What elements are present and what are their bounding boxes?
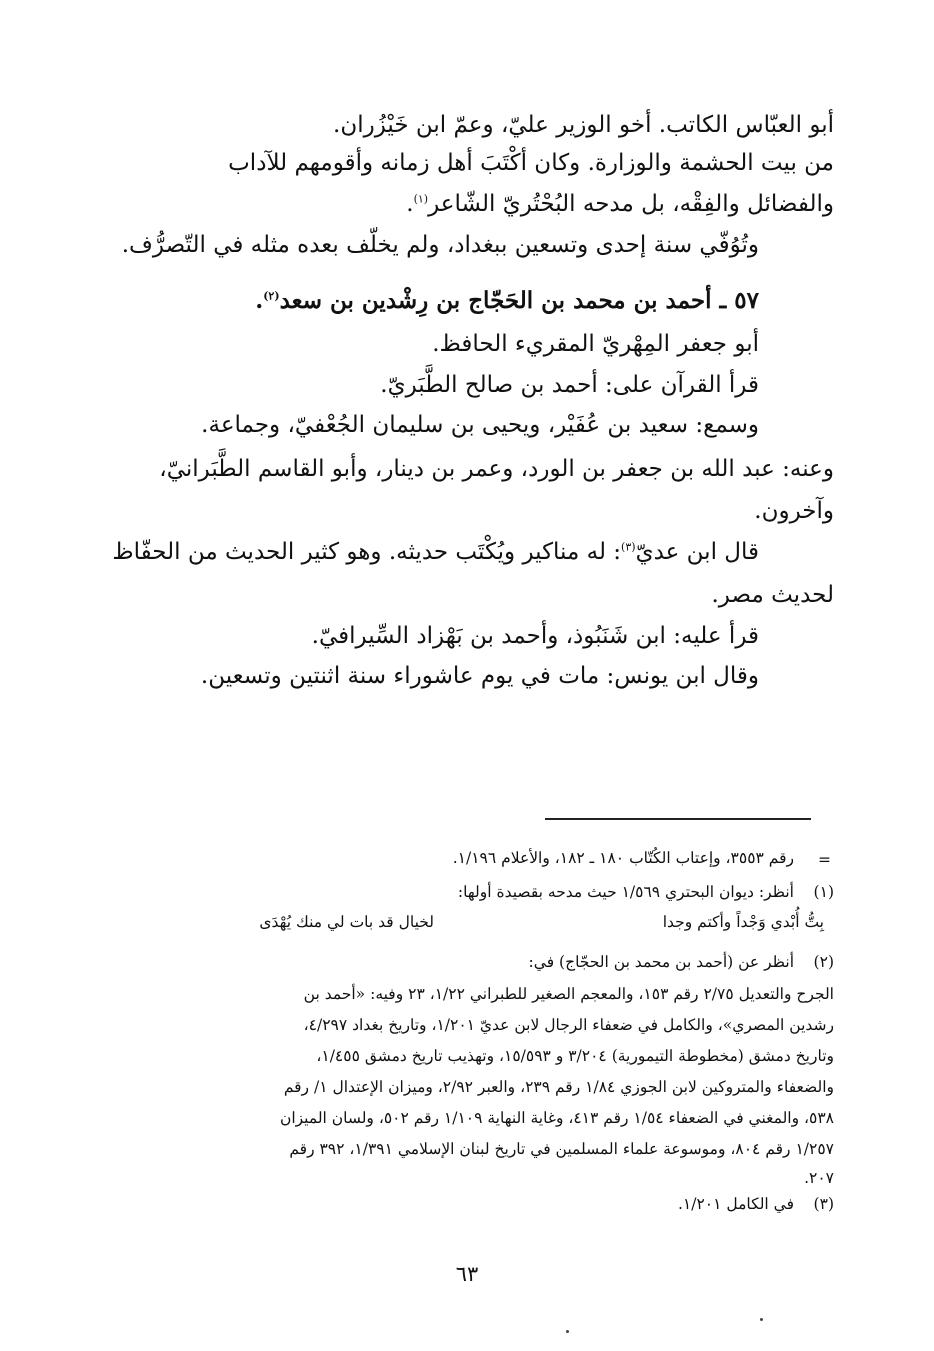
- footnote-continuation-text: رقم ٣٥٥٣، وإعتاب الكُتّاب ١٨٠ ـ ١٨٢، والأعلام ١/١٩٦.: [452, 849, 794, 867]
- footnote-2-line-7: ٢٠٧.: [804, 1169, 834, 1187]
- text-line-4: وتُوُفّي سنة إحدى وتسعين ببغداد، ولم يخلّف بعده مثله في التّصرُّف.: [121, 232, 759, 258]
- footnote-3-text: في الكامل ١/٢٠١.: [677, 1195, 794, 1213]
- footnote-2-number: (٢): [813, 953, 834, 971]
- footnote-2-line-5: ٥٣٨، والمغني في الضعفاء ١/٥٤ رقم ٤١٣، وغاية النهاية ١/١٠٩ رقم ٥٠٢، ولسان الميزان: [279, 1109, 834, 1127]
- entry-heading-57: [255, 284, 759, 318]
- footnote-ref-1[interactable]: (١): [413, 192, 429, 206]
- text-line-12: لحديث مصر.: [711, 582, 834, 608]
- footnote-continuation-marker: =: [818, 851, 831, 869]
- text-line-14: وقال ابن يونس: مات في يوم عاشوراء سنة اثنتين وتسعين.: [200, 663, 759, 689]
- text-line-10: وآخرون.: [754, 498, 834, 524]
- scan-speck: [566, 1330, 569, 1333]
- footnote-1-text: أنظر: ديوان البحتري ١/٥٦٩ حيث مدحه بقصيدة أولها:: [457, 883, 794, 901]
- footnote-1-number: (١): [813, 883, 834, 901]
- text-line-13: قرأ عليه: ابن شَنَبُوذ، وأحمد بن بَهْزاد السِّيرافيّ.: [311, 623, 759, 649]
- entry-heading-text: ٥٧ ـ أحمد بن محمد بن الحَجّاج بن رِشْدين بن سعد: [279, 287, 759, 314]
- entry-heading-end: .: [255, 287, 264, 314]
- text-line-11-a: قال ابن عديّ: [635, 539, 759, 565]
- text-line-3-body: والفضائل والفِقْه، بل مدحه البُحْتُريّ الشّاعر: [428, 191, 834, 217]
- text-line-6: أبو جعفر المِهْريّ المقريء الحافظ.: [432, 331, 759, 357]
- footnote-2-text: أنظر عن (أحمد بن محمد بن الحجّاج) في:: [528, 953, 794, 971]
- footnote-1-verse-first-hemistich: بِتُّ أُبْدي وَجْداً وأكتم وجدا: [662, 913, 824, 931]
- footnote-3-number: (٣): [813, 1195, 834, 1213]
- footnote-2-line-2: رشدين المصري»، والكامل في ضعفاء الرجال لابن عديّ ١/٢٠١، وتاريخ بغداد ٤/٢٩٧،: [303, 1016, 834, 1034]
- footnote-2-line-1: الجرح والتعديل ٢/٧٥ رقم ١٥٣، والمعجم الصغير للطبراني ١/٢٢، ٢٣ وفيه: «أحمد بن: [303, 985, 834, 1003]
- footnote-1-verse-second-hemistich: لخيال قد بات لي منك يُهْدَى: [259, 913, 434, 931]
- text-line-8: وسمع: سعيد بن عُفَيْر، ويحيى بن سليمان الجُعْفيّ، وجماعة.: [201, 412, 759, 438]
- scan-speck: [760, 1318, 763, 1321]
- footnote-ref-2[interactable]: (٢): [263, 289, 280, 303]
- footnote-2-line-3: وتاريخ دمشق (مخطوطة التيمورية) ٣/٢٠٤ و ١٥/٥٩٣، وتهذيب تاريخ دمشق ١/٤٥٥،: [316, 1047, 834, 1065]
- footnote-2-line-6: ١/٢٥٧ رقم ٨٠٤، وموسوعة علماء المسلمين في تاريخ لبنان الإسلامي ١/٣٩١، ٣٩٢ رقم: [289, 1140, 834, 1158]
- text-line-3: [406, 187, 834, 221]
- text-line-7: قرأ القرآن على: أحمد بن صالح الطَّبَريّ.: [380, 372, 759, 398]
- text-line-3-end: .: [406, 191, 414, 217]
- footnote-ref-3[interactable]: (٣): [621, 540, 636, 554]
- footnote-divider: [545, 818, 811, 820]
- page-number: ٦٣: [455, 1262, 479, 1286]
- text-line-9: وعنه: عبد الله بن جعفر بن الورد، وعمر بن دينار، وأبو القاسم الطَّبَرانيّ،: [159, 456, 834, 482]
- text-line-1: أبو العبّاس الكاتب. أخو الوزير عليّ، وعمّ ابن خَيْزُران.: [333, 112, 834, 138]
- text-line-11: [112, 535, 759, 569]
- text-line-11-b: : له مناكير ويُكْتَب حديثه. وهو كثير الحديث من الحفّاظ: [112, 539, 622, 565]
- text-line-2: من بيت الحشمة والوزارة. وكان أكْتَبَ أهل زمانه وأقومهم للآداب: [228, 150, 834, 176]
- footnote-2-line-4: والضعفاء والمتروكين لابن الجوزي ١/٨٤ رقم ٢٣٩، والعبر ٢/٩٢، وميزان الإعتدال ١/ رقم: [283, 1078, 834, 1096]
